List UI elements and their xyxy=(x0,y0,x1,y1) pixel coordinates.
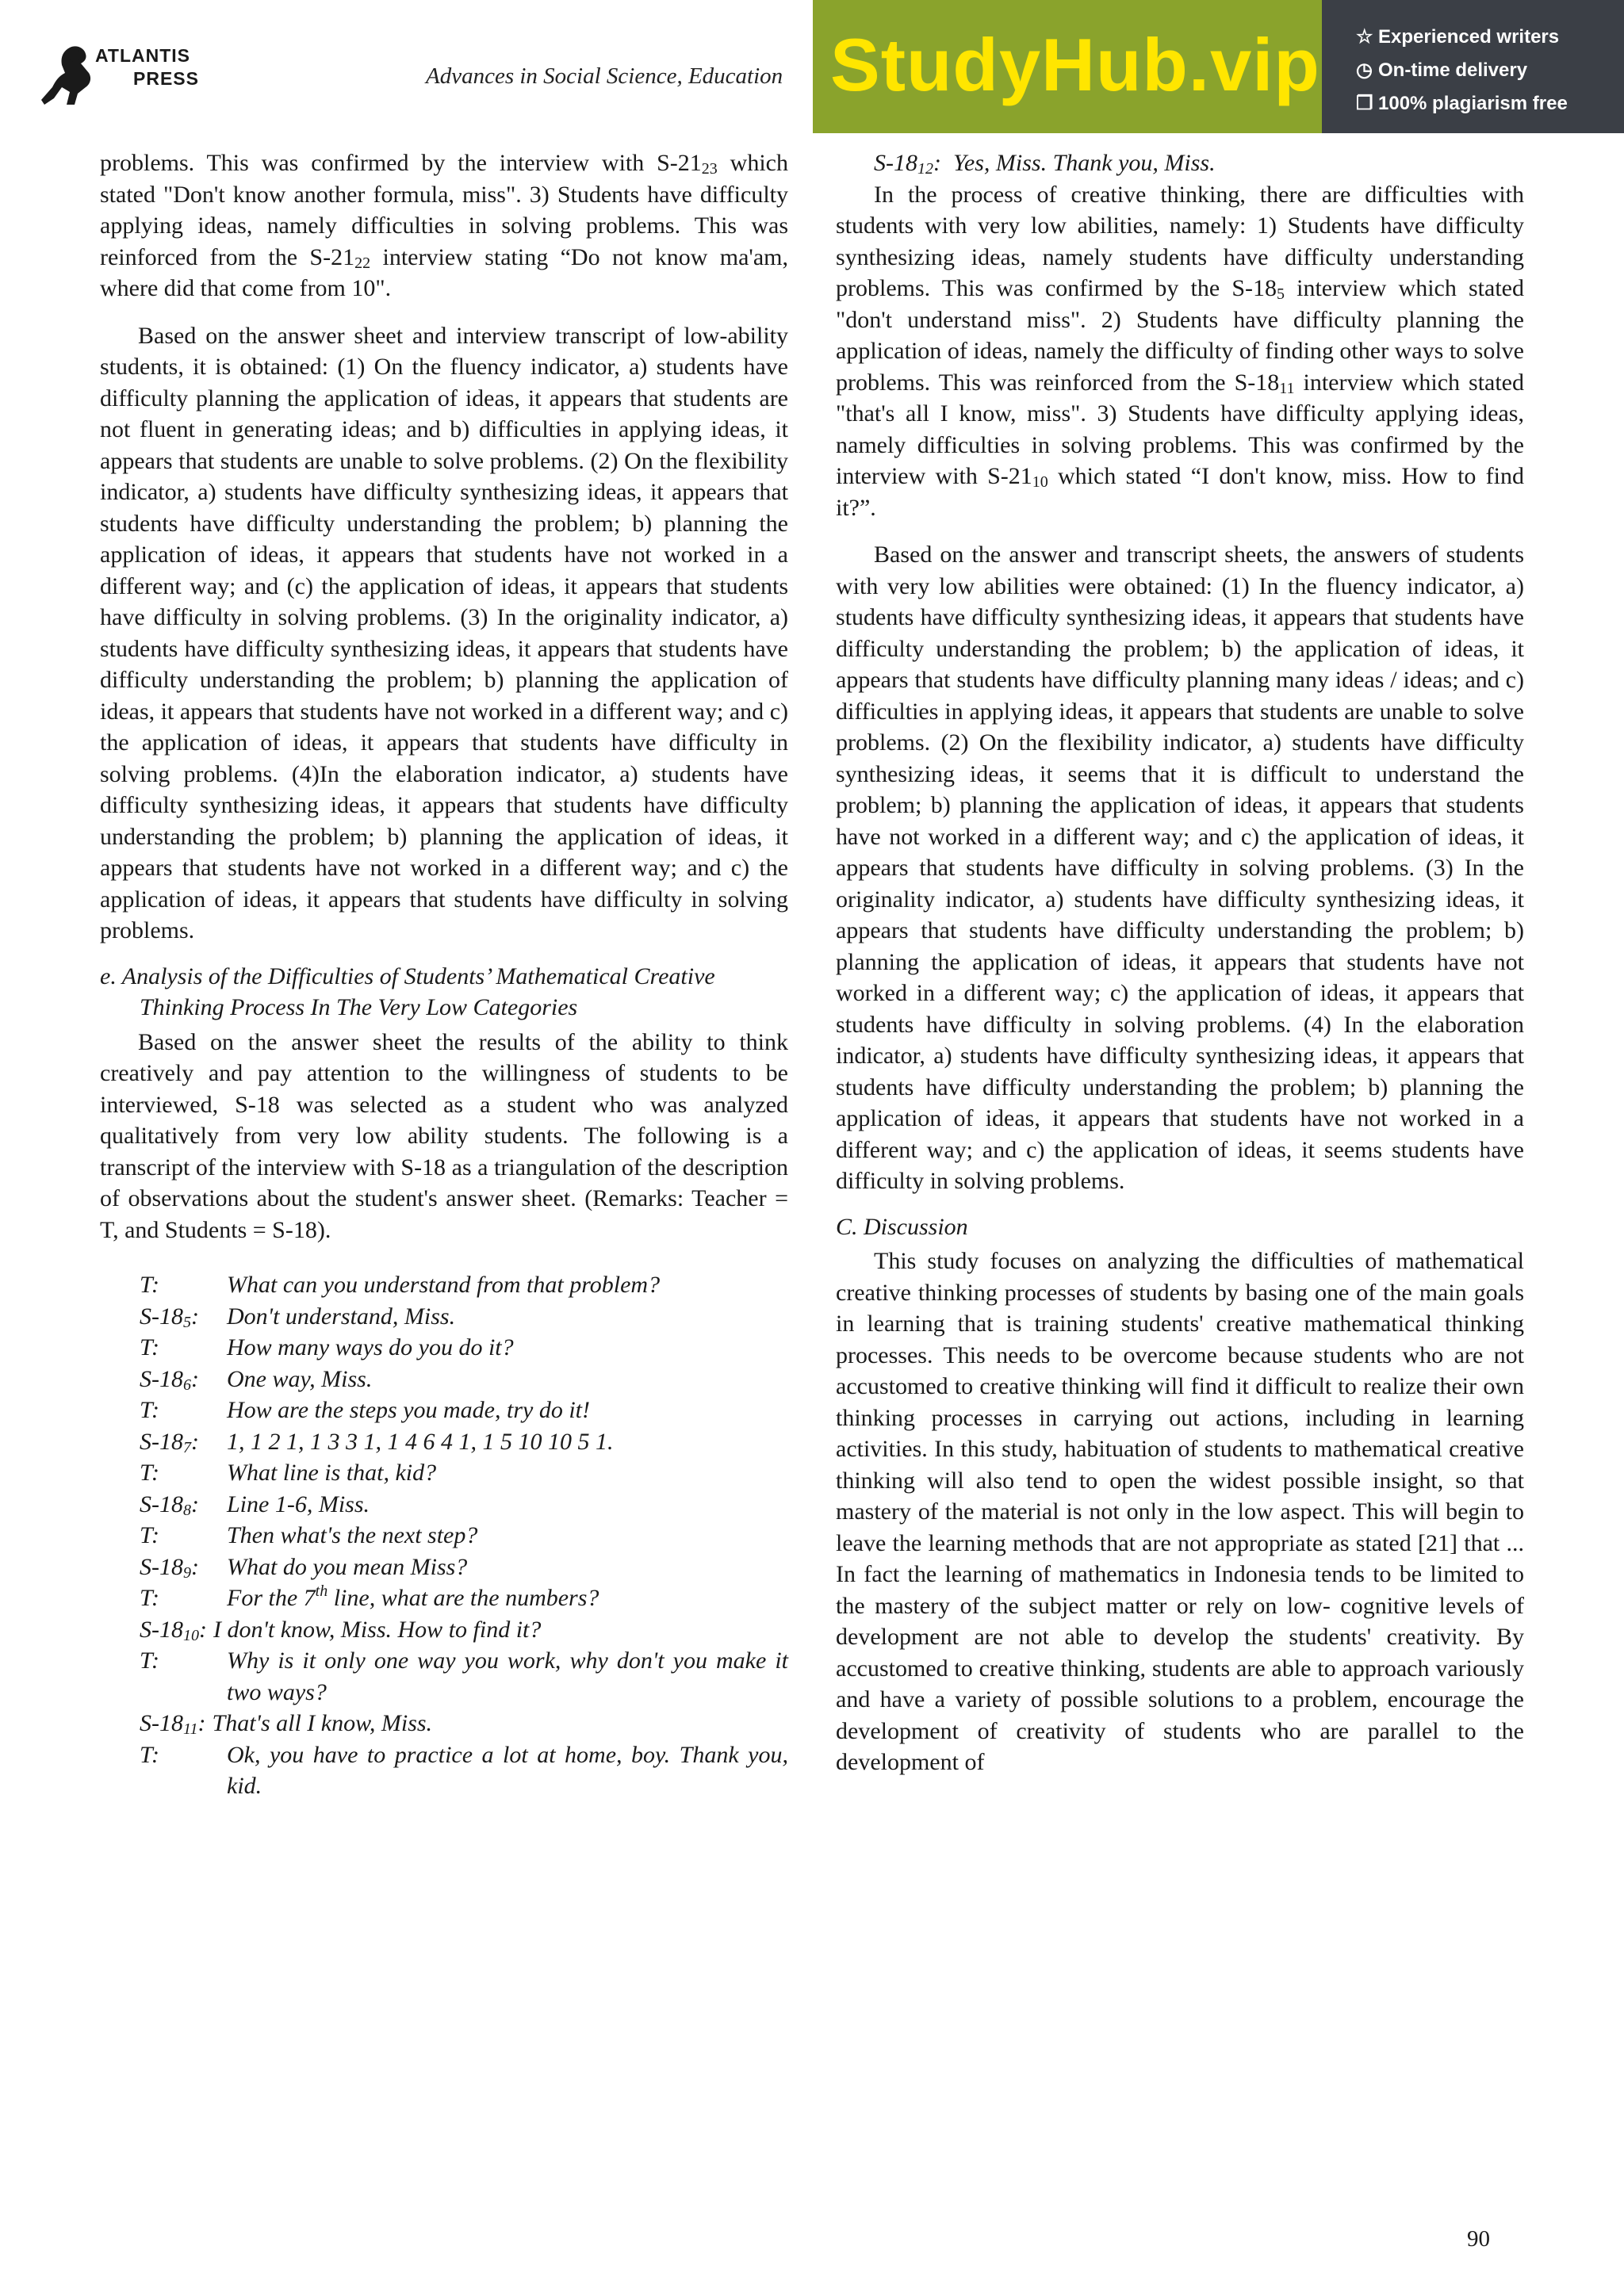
section-heading-e: e. Analysis of the Difficulties of Students’ Mathematical Creative Thinking Process In The Very Low Categories xyxy=(100,962,715,1020)
section-heading-c: C. Discussion xyxy=(836,1213,968,1240)
copy-icon: ❐ xyxy=(1356,93,1373,114)
left-paragraph-3: Based on the answer sheet the results of the ability to think creatively and pay attention to the willingness of students to be interviewed, S-18 was selected as a student who was analyzed qualitatively from very low ability students. The following is a transcript of the interview with S-18 as a triangulation of the description of observations about the student's answer sheet. (Remarks: Teacher = T, and Students = S-18). xyxy=(100,1028,788,1243)
banner-feature-writers: ☆ Experienced writers xyxy=(1356,21,1568,54)
dialog-line: T: What line is that, kid? xyxy=(140,1460,437,1486)
left-column xyxy=(100,147,788,1802)
dialog-line: T: For the 7th line, what are the numbers? xyxy=(140,1582,599,1611)
publisher-name-line1: ATLANTIS xyxy=(95,45,191,66)
banner-feature-list xyxy=(1356,21,1568,121)
dialog-line: T: How are the steps you made, try do it! xyxy=(140,1397,590,1423)
right-paragraph-2: Based on the answer and transcript sheets, the answers of students with very low abilities were obtained: (1) In the fluency indicator, a) students have difficulty synthesizing ideas, it appears that students have difficulty understanding the problem; b) the application of ideas, it appears that students have difficulty planning many ideas / ideas; and c) difficulties in applying ideas, it appears that students are unable to solve problems. (2) On the flexibility indicator, a) students have difficulty synthesizing ideas, it seems that it is difficult to understand the problem; b) planning the application of ideas, it appears that students have not worked in a different way; and c) the application of ideas, it appears that students have difficulty in solving problems. (3) In the originality indicator, a) students have difficulty synthesizing ideas, it appears that students have difficulty understanding the problem; b) planning the application of ideas, it appears that students have not worked in a different way; c) the application of ideas, it appears that students have difficulty in solving problems. (4) In the elaboration indicator, a) students have difficulty synthesizing ideas, it appears that students have difficulty understanding the problem; b) planning the application of ideas, it appears that students have not worked in a different way; and c) the application of ideas, it seems students have difficulty in solving problems. xyxy=(836,541,1524,1194)
star-icon: ☆ xyxy=(1356,26,1373,48)
atlantis-press-logo-icon xyxy=(38,41,102,109)
dialog-line: T: Ok, you have to practice a lot at home, boy. Thank you, kid. xyxy=(140,1741,788,1799)
banner-feature-delivery: ◷ On-time delivery xyxy=(1356,54,1568,87)
banner-logo-area xyxy=(813,0,1322,133)
dialog-line: $S-18_9$: What do you mean Miss? xyxy=(140,1553,468,1582)
interview-transcript xyxy=(100,1269,788,1802)
publisher-name xyxy=(95,44,199,90)
page-header xyxy=(0,0,1624,135)
studyhub-banner[interactable] xyxy=(813,0,1624,133)
dialog-line: T: What can you understand from that problem? xyxy=(140,1272,661,1298)
dialog-line: $S-18_6$: One way, Miss. xyxy=(140,1365,373,1394)
dialog-line: $S-18_{10}$: I don't know, Miss. How to find it? xyxy=(140,1616,542,1644)
dialog-line-end: $S-18_{12}$: Yes, Miss. Thank you, Miss. xyxy=(874,150,1216,178)
journal-title: Advances in Social Science, Education xyxy=(426,63,783,89)
dialog-line: $S-18_8$: Line 1-6, Miss. xyxy=(140,1490,370,1519)
right-paragraph-3: This study focuses on analyzing the difficulties of mathematical creative thinking processes of students by basing one of the main goals in learning that is training students' creative mathematical thinking processes. This needs to be overcome because students who are not accustomed to creative thinking will find it difficult to realize their own thinking processes in carrying out actions, including in learning activities. In this study, habituation of students to mathematical creative thinking will also tend to open the widest possible insight, so that mastery of the material is not only in the low aspect. This will begin to leave the learning methods that are not appropriate as stated [21] that ... In fact the learning of mathematics in Indonesia tends to be limited to the mastery of the subject matter or rely on low- cognitive levels of development are not able to develop the students' creativity. By accustomed to creative thinking, students are able to approach variously and have a variety of possible solutions to a problem, encourage the development of creativity of students who are parallel to the development of xyxy=(836,1248,1524,1775)
dialog-line: $S-18_7$: 1, 1 2 1, 1 3 3 1, 1 4 6 4 1, 1 5 10 10 5 1. xyxy=(140,1428,614,1456)
left-paragraph-1: problems. This was confirmed by the interview with $S-21_{23}$ which stated "Don't know another formula, miss". 3) Students have difficulty applying ideas, namely difficulties in solving problems. This was reinforced from the $S-21_{22}$ interview stating “Do not know ma'am, where did that come from 10". xyxy=(100,150,788,301)
banner-feature-plagiarism: ❐ 100% plagiarism free xyxy=(1356,87,1568,121)
left-paragraph-2: Based on the answer sheet and interview transcript of low-ability students, it is obtained: (1) On the fluency indicator, a) students have difficulty planning the application of ideas, it appears that students are not fluent in generating ideas; and b) difficulties in applying ideas, it appears that students are unable to solve problems. (2) On the flexibility indicator, a) students have difficulty synthesizing ideas, it appears that students have difficulty understanding the problem; b) planning the application of ideas, it appears that students have not worked in a different way; and (c) the application of ideas, it appears that students have difficulty in solving problems. (3) In the originality indicator, a) students have difficulty synthesizing ideas, it appears that students have difficulty understanding the problem; b) planning the application of ideas, it appears that students have not worked in a different way; and c) the application of ideas, it appears that students have difficulty in solving problems. (4)In the elaboration indicator, a) students have difficulty synthesizing ideas, it appears that students have difficulty understanding the problem; b) planning the application of ideas, it appears that students have not worked in a different way; and c) the application of ideas, it appears that students have difficulty in solving problems. xyxy=(100,322,788,943)
right-paragraph-1: In the process of creative thinking, there are difficulties with students with very low abilities, namely: 1) Students have difficulty synthesizing ideas, namely students have difficulty understanding problems. This was confirmed by the $S-18_5$ interview which stated "don't understand miss". 2) Students have difficulty planning the application of ideas, namely the difficulty of finding other ways to solve problems. This was reinforced from the $S-18_{11}$ interview which stated "that's all I know, miss". 3) Students have difficulty applying ideas, namely difficulties in solving problems. This was confirmed by the interview with $S-21_{10}$ which stated “I don't know, miss. How to find it?”. xyxy=(836,181,1524,521)
clock-icon: ◷ xyxy=(1356,59,1373,81)
right-column xyxy=(836,147,1524,1778)
dialog-line: $S-18_{11}$: That's all I know, Miss. xyxy=(140,1710,433,1738)
dialog-line: T: Why is it only one way you work, why don't you make it two ways? xyxy=(140,1647,788,1705)
page-number: 90 xyxy=(1467,2226,1490,2252)
banner-logo-text: StudyHub.vip xyxy=(830,23,1320,106)
dialog-line: T: How many ways do you do it? xyxy=(140,1334,514,1360)
dialog-line: $S-18_5$: Don't understand, Miss. xyxy=(140,1303,456,1331)
dialog-line: T: Then what's the next step? xyxy=(140,1522,478,1548)
publisher-name-line2: PRESS xyxy=(133,68,199,89)
